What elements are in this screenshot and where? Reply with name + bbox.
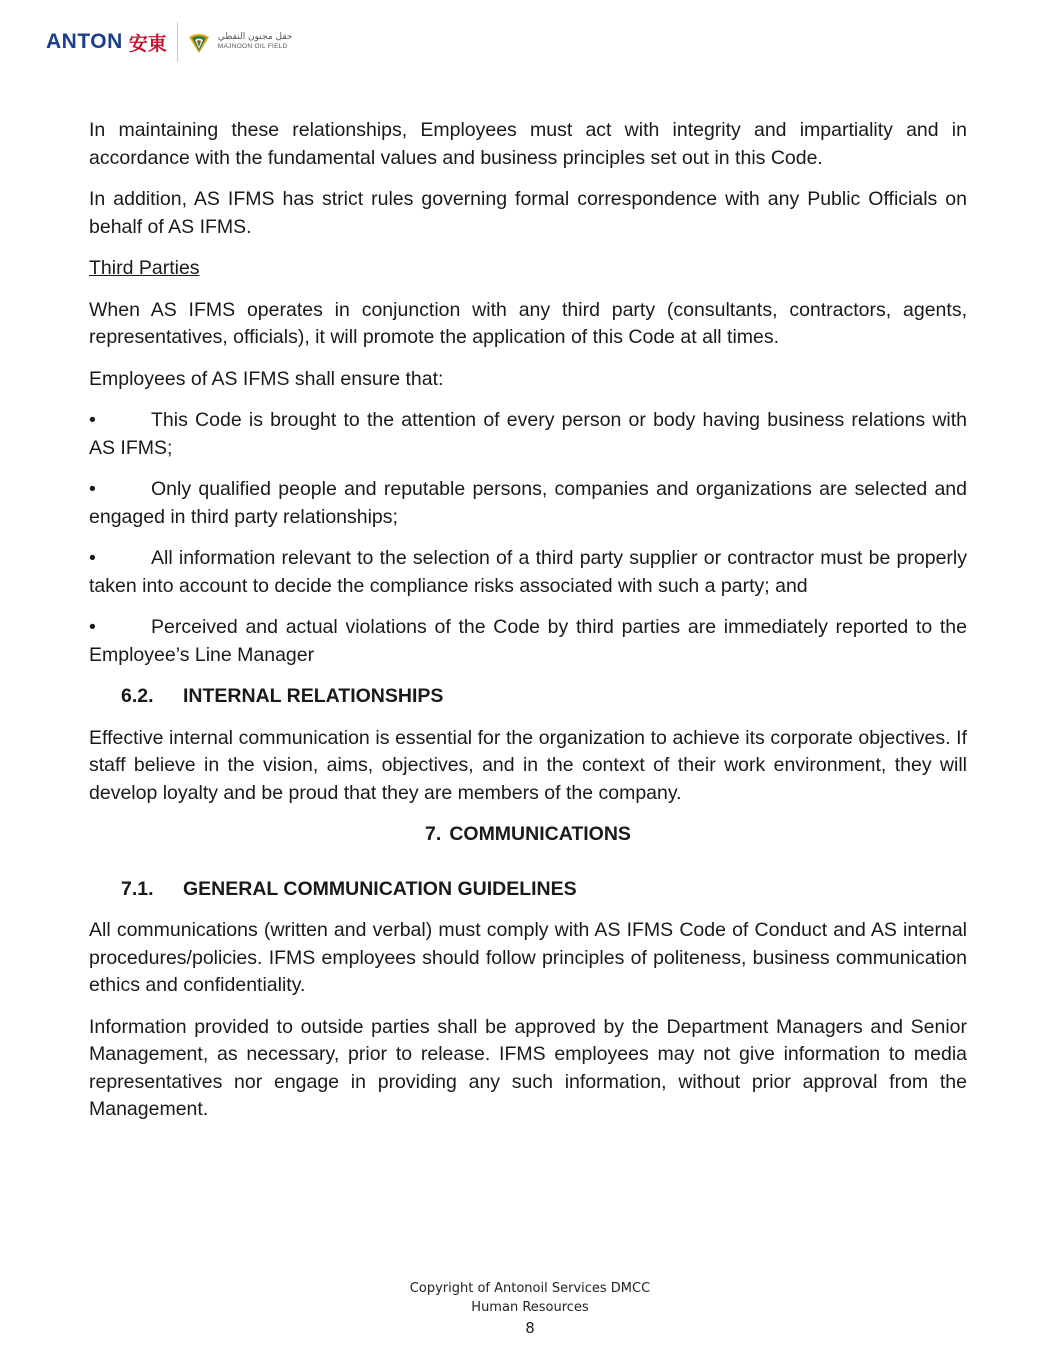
bullet-item bbox=[89, 476, 967, 531]
section-title: GENERAL COMMUNICATION GUIDELINES bbox=[183, 877, 577, 900]
logo-divider bbox=[177, 22, 178, 62]
bullet-text: This Code is brought to the attention of every person or body having business relations with AS IFMS; bbox=[89, 409, 967, 459]
anton-logo-cjk: 安東 bbox=[128, 32, 167, 55]
bullet-symbol: • bbox=[89, 409, 96, 431]
bullet-item bbox=[89, 614, 967, 669]
bullet-symbol: • bbox=[89, 616, 96, 638]
paragraph-communications-comply: All communications (written and verbal) must comply with AS IFMS Code of Conduct and AS internal procedures/policies. IFMS employees should follow principles of politeness, business communication ethics and confidentiality. bbox=[89, 919, 967, 996]
footer-copyright: Copyright of Antonoil Services DMCC bbox=[409, 1281, 651, 1296]
section-number: 7.1. bbox=[121, 877, 154, 900]
bullet-text: Perceived and actual violations of the Code by third parties are immediately reported to the Employee’s Line Manager bbox=[89, 616, 967, 666]
chapter-title: COMMUNICATIONS bbox=[449, 823, 631, 845]
document-body bbox=[89, 117, 967, 1138]
bullet-text: Only qualified people and reputable persons, companies and organizations are selected and engaged in third party relationships; bbox=[89, 478, 967, 528]
page-header bbox=[46, 20, 292, 64]
paragraph-employees-ensure: Employees of AS IFMS shall ensure that: bbox=[89, 367, 444, 390]
third-parties-heading: Third Parties bbox=[89, 257, 200, 279]
paragraph-outside-parties: Information provided to outside parties shall be approved by the Department Managers and Senior Management, as necessary, prior to release. IFMS employees may not give information to media representatives nor engage in providing any such information, without prior approval from the Management. bbox=[89, 1015, 967, 1120]
anton-logo-latin: ANTON bbox=[46, 30, 123, 53]
paragraph-public-officials: In addition, AS IFMS has strict rules governing formal correspondence with any Public Officials on behalf of AS IFMS. bbox=[89, 188, 967, 238]
section-heading-7-1 bbox=[89, 876, 967, 904]
page-footer bbox=[0, 1279, 1060, 1338]
chapter-number: 7. bbox=[425, 823, 442, 845]
section-title: INTERNAL RELATIONSHIPS bbox=[183, 685, 444, 707]
bullet-text: All information relevant to the selection of a third party supplier or contractor must be properly taken into account to decide the compliance risks associated with such a party; and bbox=[89, 547, 967, 597]
bullet-item bbox=[89, 545, 967, 600]
chapter-heading-7 bbox=[89, 821, 967, 849]
bullet-symbol: • bbox=[89, 547, 96, 569]
anton-logo bbox=[46, 29, 167, 56]
paragraph-third-party-conjunction: When AS IFMS operates in conjunction with any third party (consultants, contractors, agents, representatives, officials), it will promote the application of this Code at all times. bbox=[89, 298, 967, 348]
bullet-item bbox=[89, 407, 967, 462]
footer-department: Human Resources bbox=[471, 1300, 589, 1315]
paragraph-internal-communication: Effective internal communication is essential for the organization to achieve its corporate objectives. If staff believe in the vision, aims, objectives, and in the context of their work environment, they will develop loyalty and be proud that they are members of the company. bbox=[89, 726, 967, 804]
paragraph-relationships: In maintaining these relationships, Employees must act with integrity and impartiality and in accordance with the fundamental values and business principles set out in this Code. bbox=[89, 119, 967, 169]
majnoon-leaf-icon bbox=[186, 29, 212, 55]
majnoon-logo bbox=[186, 29, 293, 55]
majnoon-logo-english: MAJNOON OIL FIELD bbox=[217, 43, 288, 51]
section-number: 6.2. bbox=[121, 685, 154, 707]
majnoon-logo-arabic: حقل مجنون النفطي bbox=[217, 32, 293, 43]
bullet-symbol: • bbox=[89, 478, 96, 500]
page-number: 8 bbox=[525, 1319, 535, 1337]
section-heading-6-2 bbox=[89, 683, 967, 711]
